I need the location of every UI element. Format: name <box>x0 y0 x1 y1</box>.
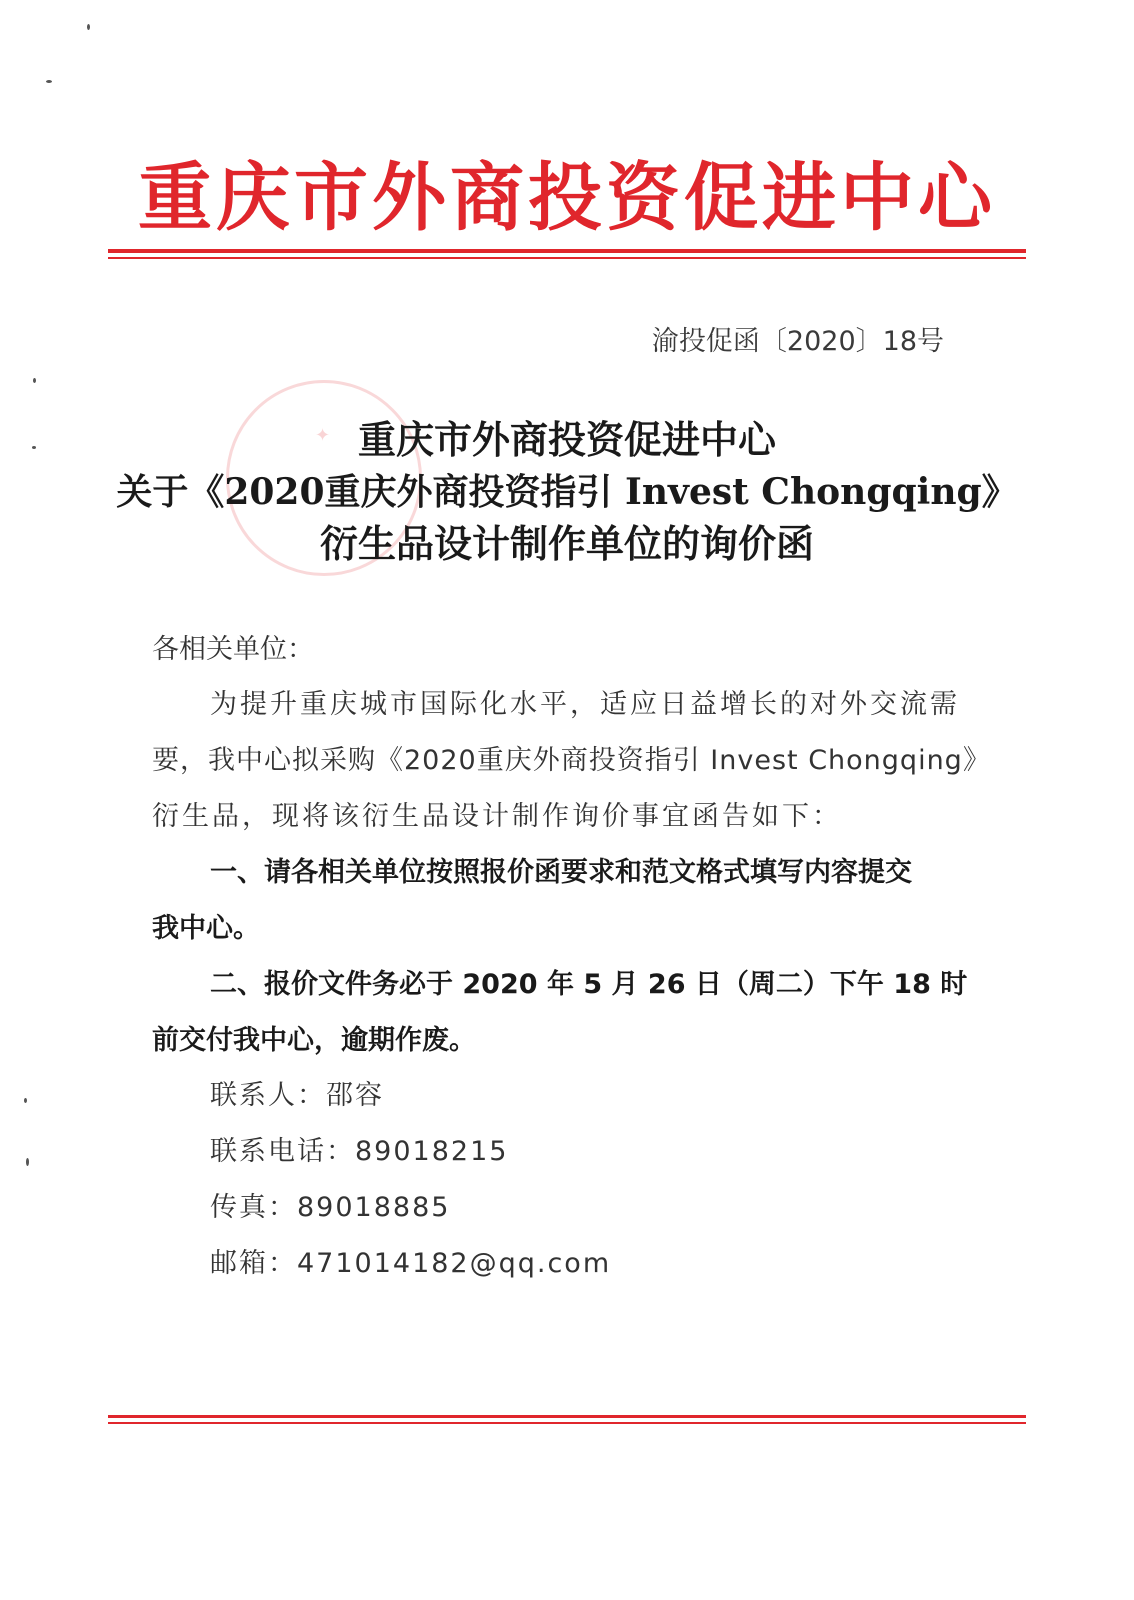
header-rule-thick <box>108 249 1026 253</box>
seal-mark: ✦ <box>314 425 334 446</box>
scan-speck <box>87 24 90 30</box>
title-line-3: 衍生品设计制作单位的询价函 <box>319 521 814 566</box>
intro-line: 要，我中心拟采购《2020重庆外商投资指引 Invest Chongqing》 <box>152 745 991 776</box>
letterhead-title: 重庆市外商投资促进中心 <box>138 155 996 241</box>
footer-rule-thick <box>108 1415 1026 1418</box>
document-number: 渝投促函〔2020〕18号 <box>651 326 944 357</box>
title-line-2: 关于《2020重庆外商投资指引 Invest Chongqing》 <box>116 471 1018 513</box>
header-rule-thin <box>108 257 1026 259</box>
scan-speck <box>26 1158 29 1166</box>
scan-speck <box>46 80 52 83</box>
item-1-line: 一、请各相关单位按照报价函要求和范文格式填写内容提交 <box>210 857 912 888</box>
contact-fax: 传真：89018885 <box>210 1192 451 1223</box>
scan-speck <box>33 378 36 383</box>
footer-rule-thin <box>108 1422 1026 1424</box>
salutation: 各相关单位： <box>152 634 314 665</box>
intro-line: 为提升重庆城市国际化水平，适应日益增长的对外交流需 <box>210 689 960 720</box>
scan-speck <box>24 1098 27 1103</box>
contact-phone: 联系电话：89018215 <box>210 1136 509 1167</box>
item-2-line: 前交付我中心，逾期作废。 <box>152 1025 476 1056</box>
intro-line: 衍生品，现将该衍生品设计制作询价事宜函告如下： <box>152 801 842 832</box>
contact-email: 邮箱：471014182@qq.com <box>210 1248 612 1279</box>
contact-person: 联系人：邵容 <box>210 1080 384 1111</box>
item-2-line: 二、报价文件务必于 2020 年 5 月 26 日（周二）下午 18 时 <box>210 969 968 1000</box>
item-1-line: 我中心。 <box>152 913 260 944</box>
title-line-1: 重庆市外商投资促进中心 <box>357 417 776 462</box>
